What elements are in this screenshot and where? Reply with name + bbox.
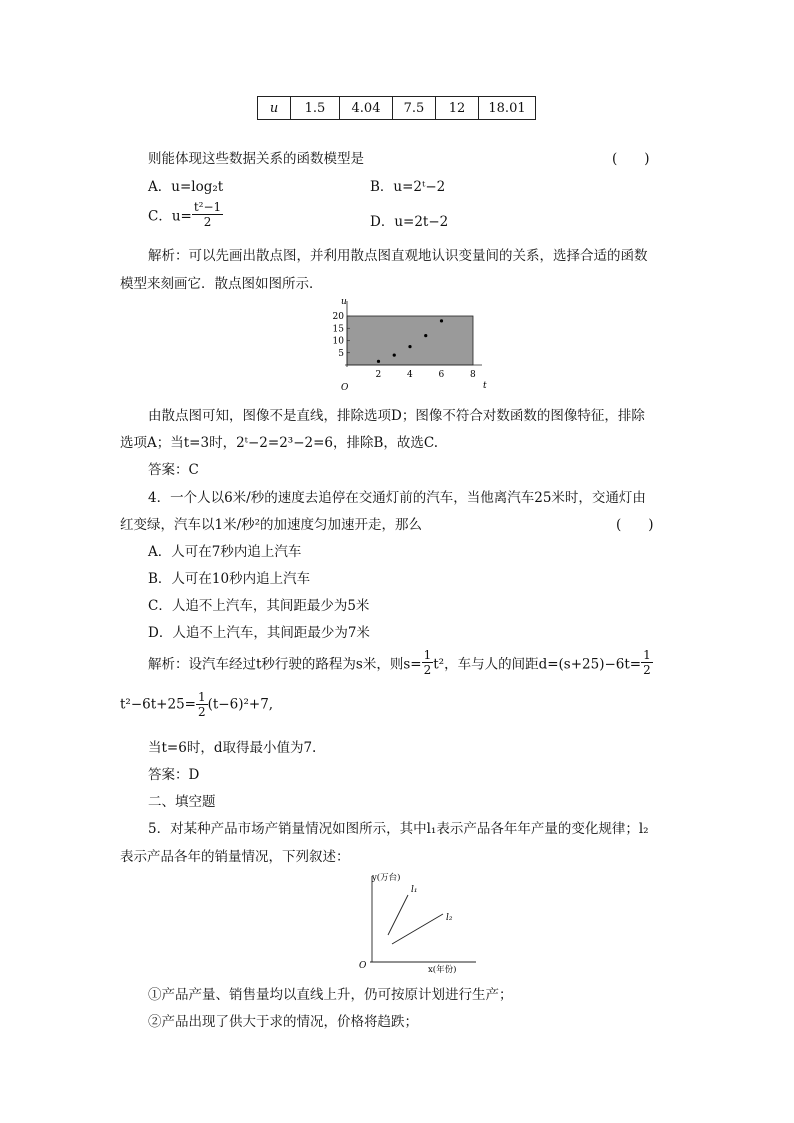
q3-answer: 答案：C (148, 462, 199, 478)
q5-stem-line2: 表示产品各年的销量情况，下列叙述： (120, 849, 350, 865)
q3-option-d: D．u=2t−2 (370, 214, 449, 230)
q4-stem-line1: 4．一个人以6米/秒的速度去追停在交通灯前的汽车，当他离汽车25米时，交通灯由 (148, 490, 646, 506)
scatter-point (424, 334, 427, 337)
q4-option-d: D．人追不上汽车，其间距最少为7米 (148, 625, 370, 641)
y-tick-label: 10 (332, 336, 344, 347)
scatter-point (377, 360, 380, 363)
scatter-plot (330, 296, 495, 396)
x-tick-label: 4 (407, 370, 413, 380)
l1-label: l₁ (411, 885, 418, 895)
y-tick-label: 15 (332, 324, 344, 335)
q4-option-c: C．人追不上汽车，其间距最少为5米 (148, 598, 370, 614)
production-sales-figure (355, 868, 480, 976)
y-tick-label: 5 (338, 348, 344, 359)
origin-label: O (359, 961, 367, 971)
x-tick-label: 6 (438, 370, 445, 380)
q4-solution-line2: t²−6t+25= $\frac{1}{2}$ (t−6)²+7, (120, 690, 274, 719)
l1-line (388, 895, 408, 935)
q4-blank: ( ) (616, 517, 654, 533)
q4-stem-line2: 红变绿，汽车以1米/秒²的加速度匀加速开走，那么 (120, 517, 423, 533)
q3-option-a: A．u=log₂t (148, 179, 224, 195)
q3-option-b: B．u=2ᵗ−2 (370, 179, 446, 195)
table-cell: 7.5 (393, 97, 436, 120)
table-cell: 4.04 (340, 97, 393, 120)
table-row-label: u (258, 97, 291, 120)
q4-answer: 答案：D (148, 767, 200, 783)
q3-stem: 则能体现这些数据关系的函数模型是 (148, 151, 364, 167)
y-tick-label: 20 (332, 312, 344, 322)
q3-solution-line3: 由散点图可知，图像不是直线，排除选项D；图像不符合对数函数的图像特征，排除 (148, 408, 645, 424)
table-cell: 1.5 (291, 97, 340, 120)
table-row (258, 97, 536, 120)
q3-blank: ( ) (612, 151, 650, 167)
x-axis-label: t (483, 381, 487, 391)
q4-option-a: A．人可在7秒内追上汽车 (148, 544, 302, 560)
l2-line (392, 914, 443, 944)
l2-label: l₂ (446, 913, 453, 923)
section-heading: 二、填空题 (148, 794, 216, 810)
q3-solution-line1: 解析：可以先画出散点图，并利用散点图直观地认识变量间的关系，选择合适的函数 (148, 248, 648, 264)
q4-solution-line1: 解析：设汽车经过t秒行驶的路程为s米，则s= $\frac{1}{2}$ t²，车与人的间距d=(s+25)−6t= $\frac{1}{2}$ (148, 648, 651, 677)
q5-item-2: ②产品出现了供大于求的情况，价格将趋跌； (148, 1014, 418, 1030)
data-table (257, 96, 536, 120)
origin-label: O (341, 383, 349, 393)
y-axis-label: u (341, 297, 347, 307)
scatter-plot-area (347, 316, 473, 365)
q3-solution-line2: 模型来刻画它．散点图如图所示． (120, 276, 323, 292)
y-axis-label: y(万台) (372, 873, 401, 883)
x-tick-label: 2 (375, 370, 382, 380)
x-tick-label: 8 (470, 370, 476, 380)
table-cell: 18.01 (479, 97, 536, 120)
scatter-point (408, 345, 411, 348)
q4-option-b: B．人可在10秒内追上汽车 (148, 571, 311, 587)
table-cell: 12 (436, 97, 479, 120)
q3-solution-line4: 选项A；当t=3时，2ᵗ−2=2³−2=6，排除B，故选C. (120, 435, 439, 451)
q5-stem-line1: 5．对某种产品市场产销量情况如图所示，其中l₁表示产品各年年产量的变化规律；l₂ (148, 821, 649, 837)
q4-solution-line3: 当t=6时，d取得最小值为7. (148, 740, 317, 756)
q5-item-1: ①产品产量、销售量均以直线上升，仍可按原计划进行生产； (148, 987, 513, 1003)
scatter-point (393, 354, 396, 357)
q3-option-c: C．u= $\frac{\text{t²−1}}{2}$ (148, 200, 222, 229)
scatter-point (440, 319, 443, 322)
x-axis-label: x(年份) (428, 965, 457, 975)
